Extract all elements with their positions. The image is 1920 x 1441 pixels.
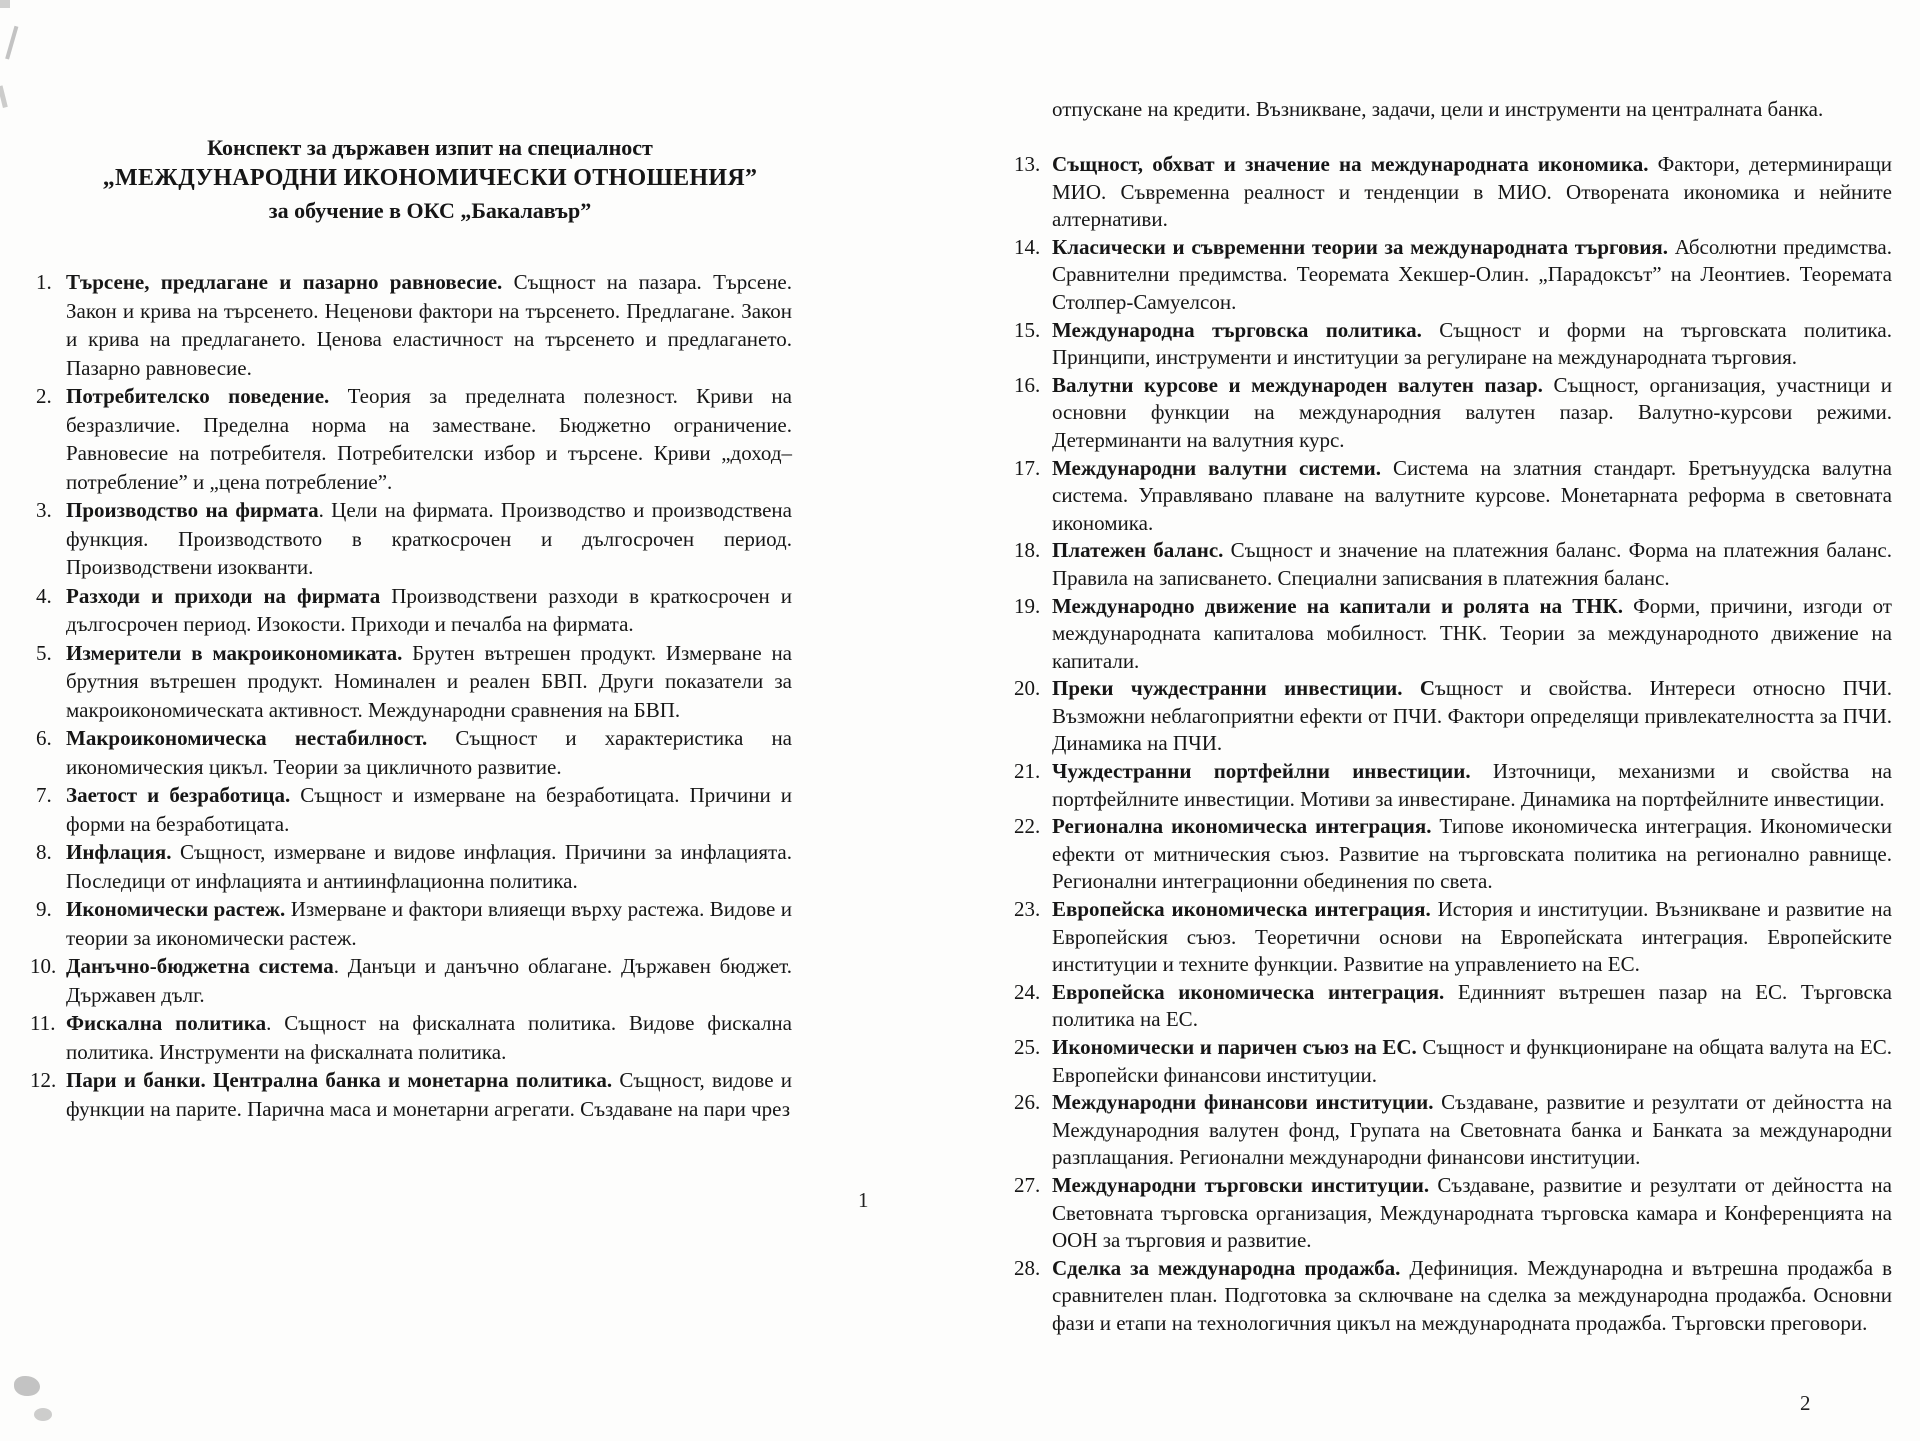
topic-item (1014, 234, 1892, 317)
topic-description: Източници, механизми и свойства на портфейлните инвестиции. Мотиви за инвестиране. Динамика на портфейлните инвестиции. (1052, 759, 1892, 811)
topic-item (30, 724, 792, 781)
topic-item (30, 268, 792, 382)
doc-title-line-3: за обучение в ОКС „Бакалавър” (268, 198, 592, 223)
topic-item (30, 952, 792, 1009)
topic-description: ъщност и свойства. Интереси относно ПЧИ. Възможни неблагоприятни ефекти от ПЧИ. Фактори определящи привлекателността за ПЧИ. Динамика на ПЧИ. (1052, 676, 1892, 756)
topic-title: Европейска икономическа интеграция. (1052, 897, 1431, 922)
topic-number: 9. (36, 897, 52, 921)
topic-number: 17. (1014, 455, 1041, 480)
topic-title: Разходи и приходи на фирмата (66, 583, 381, 608)
topic-title: Международни финансови институции. (1052, 1090, 1434, 1115)
topic-description: Същност, измерване и видове инфлация. Причини за инфлацията. Последици от инфлацията и антиинфлационна политика. (66, 840, 792, 893)
topic-description: Производствени разходи в краткосрочен и дългосрочен период. Изокости. Приходи и печалба на фирмата. (66, 583, 792, 636)
topic-item (1014, 317, 1892, 372)
topic-description: Система на златния стандарт. Бретънуудска валутна система. Управлявано плаване на валутните курсове. Монетарната реформа в световната икономика. (1052, 455, 1892, 535)
topic-number: 12. (30, 1068, 57, 1092)
topic-number: 25. (1014, 1035, 1041, 1059)
topic-title: Заетост и безработица. (66, 783, 291, 807)
topic-number: 23. (1014, 897, 1041, 922)
topic-number: 15. (1014, 317, 1041, 342)
topic-item (30, 1009, 792, 1066)
topic-number: 7. (36, 783, 52, 807)
topic-number: 19. (1014, 593, 1041, 618)
topic-item (1014, 372, 1892, 455)
topic-description: Същност и функциониране на общата валута на ЕС. Европейски финансови институции. (1052, 1035, 1893, 1087)
topic-item (30, 582, 792, 639)
topic-item (1014, 813, 1892, 896)
topic-number: 10. (30, 954, 57, 978)
topic-title: Икономически растеж. (66, 897, 286, 921)
topic-description: . Цели на фирмата. Производство и производствена функция. Производството в краткосрочен и дългосрочен период. Производствени изокванти. (66, 498, 792, 579)
exam-topic-list-page1 (30, 268, 792, 1123)
topic-item (1014, 1172, 1892, 1255)
scan-artifact (34, 1408, 52, 1421)
scan-artifact (0, 82, 21, 108)
topic-number: 11. (30, 1011, 56, 1035)
topic-description: . Данъци и данъчно облагане. Държавен бюджет. Държавен дълг. (66, 954, 793, 1007)
topic-number: 3. (36, 498, 52, 522)
topic-number: 14. (1014, 234, 1041, 259)
topic-item (1014, 896, 1892, 979)
topic-description: . Същност на фискалната политика. Видове фискална политика. Инструменти на фискалната политика. (66, 1011, 792, 1064)
topic-description: Брутен вътрешен продукт. Измерване на брутния вътрешен продукт. Номинален и реален БВП. Други показатели за макроикономическата активност. Международни сравнения на БВП. (66, 640, 793, 722)
scan-artifact (0, 22, 18, 59)
page-number-1: 1 (858, 1188, 869, 1212)
topic-item (30, 382, 792, 496)
scan-artifact (14, 1376, 40, 1396)
topic-number: 20. (1014, 676, 1041, 701)
topic-number: 1. (36, 270, 52, 294)
topic-description: Същност, организация, участници и основни функции на международния валутен пазар. Валутно-курсови режими. Детерминанти на валутния курс. (1052, 372, 1892, 452)
topic-number: 5. (36, 640, 52, 665)
topic-item (1014, 537, 1892, 592)
topic-description: Същност, видове и функции на парите. Парична маса и монетарни агрегати. Създаване на пари чрез (66, 1068, 793, 1121)
topic-title: Пари и банки. Централна банка и монетарна политика. (66, 1068, 613, 1092)
topic-number: 21. (1014, 759, 1041, 784)
topic-description: Типове икономическа интеграция. Икономически ефекти от митническия съюз. Развитие на търговската политика на регионално равнище. Регионални интеграционни обединения по света. (1052, 814, 1892, 894)
topic-description: Теория за пределната полезност. Криви на безразличие. Пределна норма на заместване. Бюджетно ограничение. Равновесие на потребителя. Потребителски избор и търсене. Криви „доход–потребление” и „цена потребление”. (66, 384, 792, 494)
topic-item (1014, 455, 1892, 538)
topic-description: Единният вътрешен пазар на ЕС. Търговска политика на ЕС. (1052, 979, 1893, 1032)
topic-description: Абсолютни предимства. Сравнителни предимства. Теоремата Хекшер-Олин. „Парадоксът” на Леонтиев. Теоремата Столпер-Самуелсон. (1052, 234, 1892, 314)
topic-title: Същност, обхват и значение на международната икономика. (1052, 152, 1649, 176)
exam-topic-list-page2 (1014, 151, 1892, 1338)
topic-title: Инфлация. (66, 840, 172, 864)
topic-description: Измерване и фактори влияещи върху растежа. Видове и теории за икономически растеж. (66, 897, 792, 950)
topic-title: Икономически и паричен съюз на ЕС. (1052, 1035, 1417, 1059)
topic-number: 28. (1014, 1255, 1041, 1280)
topic-number: 24. (1014, 979, 1041, 1004)
topic-title: Данъчно-бюджетна система (66, 954, 334, 978)
topic-description: Същност и форми на търговската политика. Принципи, инструменти и институции за регулиране на международната търговия. (1052, 317, 1892, 370)
topic-item (1014, 758, 1892, 813)
topic-title: Измерители в макроикономиката. (66, 640, 403, 665)
topic-item (30, 639, 792, 725)
topic-title: Чуждестранни портфейлни инвестиции. (1052, 759, 1471, 784)
topic-description: Същност на пазара. Търсене. Закон и крива на търсенето. Неценови фактори на търсенето. Предлагане. Закон и крива на предлагането. Ценова еластичност на търсенето и предлагането. Пазарно равновесие. (66, 270, 793, 380)
topic-number: 6. (36, 726, 52, 750)
topic-number: 4. (36, 583, 52, 608)
topic-title: Потребителско поведение. (66, 384, 330, 408)
topic-number: 8. (36, 840, 52, 864)
topic-item (30, 496, 792, 582)
topic-number: 26. (1014, 1090, 1041, 1115)
topic-description: Дефиниция. Международна и вътрешна продажба в сравнителен план. Подготовка за сключване на сделка за международна продажба. Основни фази и етапи на технологичния цикъл на международната продажба. Търговски преговори. (1052, 1255, 1892, 1335)
topic-title: Търсене, предлагане и пазарно равновесие. (66, 270, 503, 294)
topic-title: Производство на фирмата (66, 498, 319, 522)
topic-item (1014, 979, 1892, 1034)
topic-number: 16. (1014, 372, 1041, 397)
topic-title: Платежен баланс. (1052, 538, 1224, 563)
topic-title: Преки чуждестранни инвестиции. С (1052, 676, 1435, 701)
topic-item (1014, 675, 1892, 758)
topic-title: Европейска икономическа интеграция. (1052, 979, 1445, 1004)
topic-title: Международни търговски институции. (1052, 1172, 1430, 1197)
topic-description: Фактори, детерминиращи МИО. Съвременна реалност и тенденции в МИО. Отворената икономика и нейните алтернативи. (1052, 152, 1892, 232)
topic-number: 2. (36, 384, 52, 408)
topic-item (30, 781, 792, 838)
topic-description: Същност и измерване на безработицата. Причини и форми на безработицата. (66, 783, 792, 836)
topic-title: Регионална икономическа интеграция. (1052, 814, 1432, 839)
document-title-block (40, 134, 820, 226)
topic-item (1014, 1255, 1892, 1338)
topic-title: Класически и съвременни теории за международната търговия. (1052, 234, 1669, 259)
topic-title: Сделка за международна продажба. (1052, 1255, 1401, 1280)
topic-title: Фискална политика (66, 1011, 267, 1035)
topic-description: Форми, причини, изгоди от международната капиталова мобилност. ТНК. Теории за международното движение на капитали. (1052, 593, 1892, 673)
topic-12-continuation-text: отпускане на кредити. Възникване, задачи, цели и инструменти на централната банка. (1052, 97, 1824, 121)
topic-description: История и институции. Възникване и развитие на Европейския съюз. Теоретични основи на Европейската интеграция. Европейските институции и техните функции. Развитие на управлението на ЕС. (1052, 897, 1892, 977)
topic-description: Същност и характеристика на икономическия цикъл. Теории за цикличното развитие. (66, 726, 793, 779)
topic-title: Макроикономическа нестабилност. (66, 726, 428, 750)
topic-item (30, 838, 792, 895)
topic-title: Международни валутни системи. (1052, 455, 1381, 480)
doc-title-line-2: „МЕЖДУНАРОДНИ ИКОНОМИЧЕСКИ ОТНОШЕНИЯ” (102, 165, 758, 191)
topic-description: Създаване, развитие и резултати от дейността на Международния валутен фонд, Групата на Световната банка и Банката за международни разплащания. Регионални международни финансови институции. (1052, 1090, 1892, 1170)
doc-title-line-1: Конспект за държавен изпит на специалност (207, 135, 653, 160)
topic-item (1014, 1034, 1892, 1089)
topic-number: 13. (1014, 152, 1041, 176)
topic-description: Същност и значение на платежния баланс. Форма на платежния баланс. Правила на записването. Специални записвания в платежния баланс. (1052, 538, 1892, 590)
topic-item (1014, 1089, 1892, 1172)
topic-number: 22. (1014, 814, 1041, 839)
topic-item (1014, 151, 1892, 234)
page-number-2: 2 (1800, 1391, 1811, 1415)
topic-description: Създаване, развитие и резултати от дейността на Световната търговска организация, Международната търговска камара и Конференцията на ООН за търговия и развитие. (1052, 1172, 1892, 1253)
topic-item (30, 1066, 792, 1123)
topic-title: Валутни курсове и международен валутен пазар. (1052, 372, 1543, 397)
topic-title: Международна търговска политика. (1052, 317, 1422, 342)
topic-number: 18. (1014, 538, 1041, 563)
topic-title: Международно движение на капитали и ролята на ТНК. (1052, 593, 1624, 618)
topic-item (1014, 593, 1892, 676)
topic-number: 27. (1014, 1172, 1041, 1197)
scan-artifact (0, 0, 10, 8)
topic-item (30, 895, 792, 952)
